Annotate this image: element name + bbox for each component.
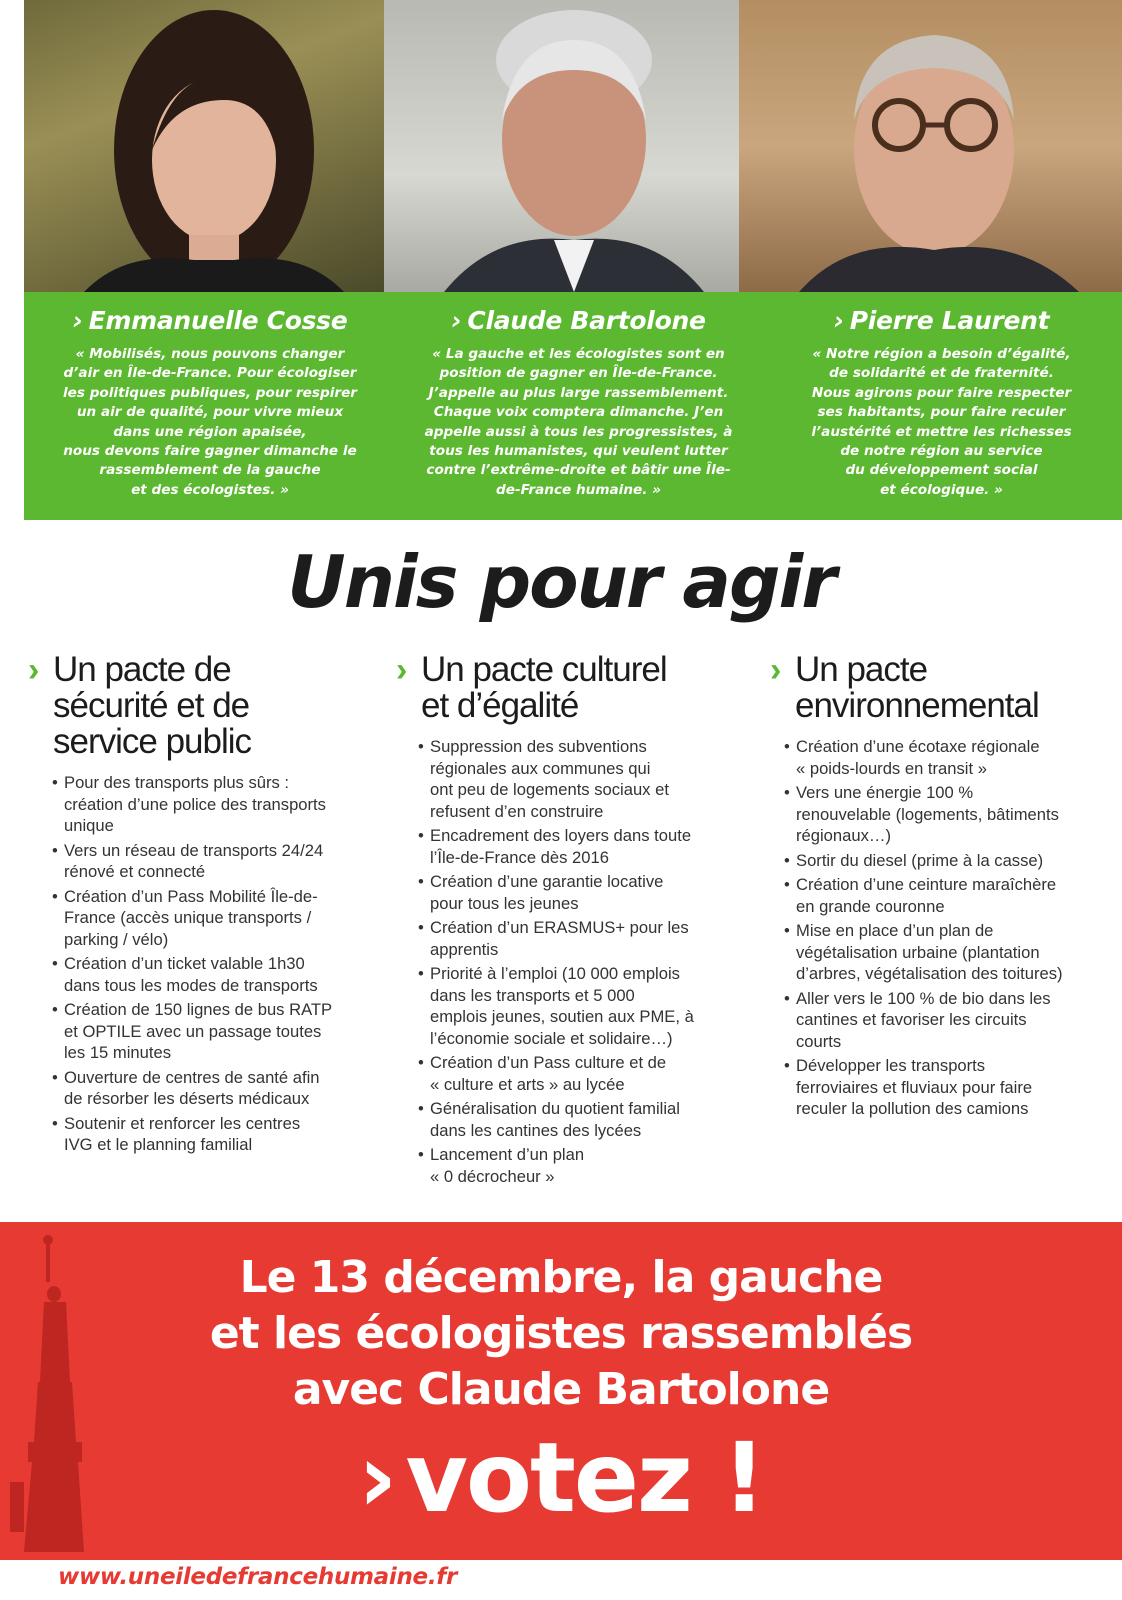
candidate-name: › Pierre Laurent (833, 306, 1050, 335)
list-item: • Vers une énergie 100 % renouvelable (logements, bâtiments régionaux…) (784, 783, 1059, 845)
pacte-column-environnemental (770, 652, 1122, 1123)
list-item: • Sortir du diesel (prime à la casse) (784, 850, 1044, 870)
bullet-icon: • (418, 872, 424, 891)
vote-banner (0, 1222, 1122, 1560)
list-item: • Mise en place d’un plan de végétalisation urbaine (plantation d’arbres, végétalisation des toitures) (784, 921, 1063, 983)
bullet-icon: • (784, 783, 790, 802)
pacte-column-securite (28, 652, 388, 1159)
bullet-icon: • (784, 737, 790, 756)
bullet-icon: • (418, 918, 424, 937)
list-item: • Création d’une ceinture maraîchère en grande couronne (784, 875, 1057, 916)
pacte-heading: › Un pacte culturel et d’égalité (396, 650, 667, 725)
list-item: • Création d’un ERASMUS+ pour les apprentis (418, 918, 689, 959)
cta-line-3: avec Claude Bartolone (292, 1364, 830, 1415)
pacte-list (396, 736, 766, 1187)
portrait-woman-icon (24, 0, 384, 292)
bullet-icon: • (784, 875, 790, 894)
chevron-right-icon: › (833, 306, 844, 335)
quote-block-cosse (24, 292, 396, 520)
vote-call: › votez ! (357, 1422, 765, 1534)
bullet-icon: • (52, 1113, 58, 1133)
list-item: • Création d’un Pass Mobilité Île-de- France (accès unique transports / parking / vélo) (52, 886, 318, 949)
bullet-icon: • (418, 1145, 424, 1164)
bullet-icon: • (418, 964, 424, 983)
pacte-heading: › Un pacte environnemental (770, 650, 1039, 725)
page-title: Unis pour agir (287, 540, 835, 624)
chevron-right-icon: › (72, 306, 83, 335)
bullet-icon: • (52, 886, 58, 906)
list-item: • Ouverture de centres de santé afin de résorber les déserts médicaux (52, 1067, 320, 1108)
photo-claude-bartolone (384, 0, 739, 292)
candidate-quote: « Notre région a besoin d’égalité, de solidarité et de fraternité. Nous agirons pour faire respecter ses habitants, pour faire reculer l’austérité et mettre les richesses de notre région au service du développement social et écologique. » (811, 346, 1072, 498)
list-item: • Vers un réseau de transports 24/24 rénové et connecté (52, 840, 324, 881)
pacte-heading: › Un pacte de sécurité et de service public (28, 650, 252, 761)
bullet-icon: • (784, 921, 790, 940)
bullet-icon: • (52, 1067, 58, 1087)
list-item: • Suppression des subventions régionales aux communes qui ont peu de logements sociaux et refusent d’en construire (418, 737, 669, 821)
bullet-icon: • (52, 840, 58, 860)
bullet-icon: • (418, 737, 424, 756)
candidate-quote: « La gauche et les écologistes sont en position de gagner en Île-de-France. J’appelle au plus large rassemblement. Chaque voix comptera dimanche. J’en appelle aussi à tous les progressistes, à tous les humanistes, qui veulent lutter contre l’extrême-droite et bâtir une Île- de-France humaine. » (424, 346, 733, 498)
list-item: • Développer les transports ferroviaires et fluviaux pour faire reculer la pollution des camions (784, 1056, 1033, 1118)
chevron-right-icon: › (770, 651, 781, 689)
pacte-column-culturel (396, 652, 766, 1190)
list-item: • Encadrement des loyers dans toute l’Île-de-France dès 2016 (418, 826, 692, 867)
list-item: • Priorité à l’emploi (10 000 emplois dans les transports et 5 000 emplois jeunes, soutien aux PME, à l’économie sociale et solidaire…) (418, 964, 694, 1048)
list-item: • Soutenir et renforcer les centres IVG et le planning familial (52, 1113, 301, 1154)
list-item: • Aller vers le 100 % de bio dans les cantines et favoriser les circuits courts (784, 988, 1051, 1051)
bullet-icon: • (784, 850, 790, 870)
website-link[interactable]: www.uneiledefrancehumaine.fr (58, 1564, 458, 1590)
cta-line-2: et les écologistes rassemblés (209, 1308, 913, 1359)
quote-block-laurent (761, 292, 1122, 520)
chevron-right-icon: › (357, 1422, 396, 1534)
list-item: • Création d’un ticket valable 1h30 dans tous les modes de transports (52, 954, 318, 995)
list-item: • Création d’une écotaxe régionale « poids-lourds en transit » (784, 737, 1040, 778)
cta-line-1: Le 13 décembre, la gauche (239, 1252, 883, 1303)
photo-emmanuelle-cosse (24, 0, 384, 292)
bullet-icon: • (52, 773, 58, 792)
bullet-icon: • (784, 988, 790, 1008)
bullet-icon: • (418, 1099, 424, 1118)
bullet-icon: • (418, 826, 424, 845)
candidate-name: › Emmanuelle Cosse (72, 306, 348, 335)
candidate-name: › Claude Bartolone (451, 306, 706, 335)
quote-block-bartolone (396, 292, 761, 520)
chevron-right-icon: › (28, 651, 39, 689)
list-item: • Pour des transports plus sûrs : création d’une police des transports unique (52, 773, 326, 835)
chevron-right-icon: › (396, 651, 407, 689)
chevron-right-icon: › (451, 306, 462, 335)
list-item: • Lancement d’un plan « 0 décrocheur » (418, 1145, 585, 1186)
candidate-quote: « Mobilisés, nous pouvons changer d’air en Île-de-France. Pour écologiser les politiques publiques, pour respirer un air de qualité, pour vivre mieux dans une région apaisée, nous devons faire gagner dimanche le rassemblement de la gauche et des écologistes. » (63, 346, 357, 498)
bullet-icon: • (418, 1053, 424, 1072)
bullet-icon: • (52, 954, 58, 973)
pacte-list (770, 736, 1122, 1120)
quotes-band (24, 292, 1122, 520)
bullet-icon: • (52, 1000, 58, 1019)
candidate-photos (24, 0, 1122, 292)
list-item: • Création de 150 lignes de bus RATP et OPTILE avec un passage toutes les 15 minutes (52, 1000, 333, 1062)
portrait-man-glasses-icon (739, 0, 1122, 292)
list-item: • Création d’une garantie locative pour tous les jeunes (418, 872, 664, 913)
list-item: • Création d’un Pass culture et de « culture et arts » au lycée (418, 1053, 667, 1094)
portrait-man-icon (384, 0, 739, 292)
bullet-icon: • (784, 1056, 790, 1075)
photo-pierre-laurent (739, 0, 1122, 292)
list-item: • Généralisation du quotient familial dans les cantines des lycées (418, 1099, 680, 1140)
pacte-list (28, 772, 388, 1156)
